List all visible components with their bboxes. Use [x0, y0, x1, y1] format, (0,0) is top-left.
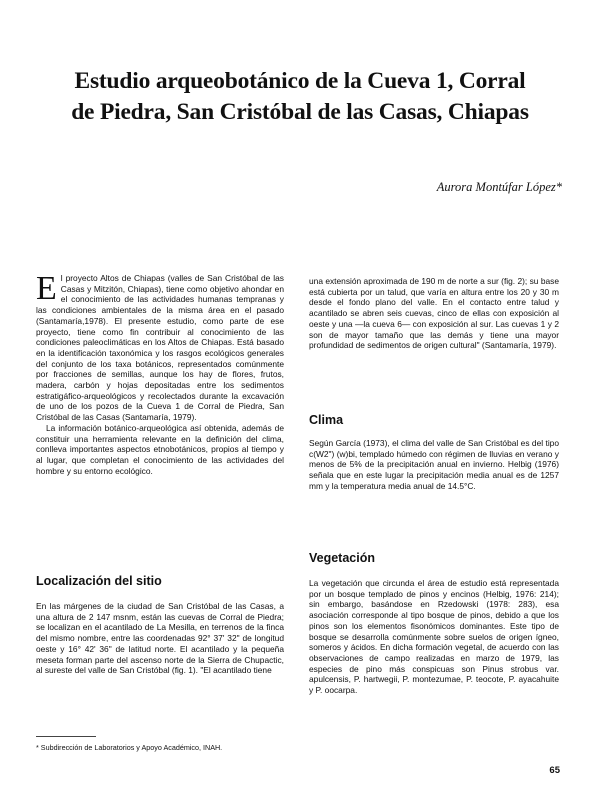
localizacion-paragraph: En las márgenes de la ciudad de San Cristóbal de las Casas, a una altura de 2 147 msnm, están las cuevas de Corral de Piedra; se localizan en el acantilado de La Mesilla, en terrenos de la finca del mismo nombre, entre las coordenadas 92° 37' 32" de longitud oeste y 16° 42' 36" de latitud norte. El acantilado y la pequeña meseta forman parte del ascenso norte de la Sierra de Chupactic, al sureste del valle de San Cristóbal (fig. 1). "El acantilado tiene — [36, 601, 284, 676]
continued-paragraph: una extensión aproximada de 190 m de norte a sur (fig. 2); su base está cubierta por un talud, que varía en altura entre los 20 y 30 m desde el fondo plano del valle. En el contacto entre talud y acantilado se abren seis cuevas, cinco de ellas con exposición al oeste y una —la cueva 6— con exposición al sur. Las cuevas 1 y 2 son de mayor tamaño que las demás y tiene una mayor profundidad de sedimentos de origen cultural" (Santamaría, 1979). — [309, 276, 559, 351]
title-line-2: de Piedra, San Cristóbal de las Casas, Chiapas — [71, 99, 529, 125]
vegetacion-paragraph: La vegetación que circunda el área de estudio está representada por un bosque templado de pinos y encinos (Helbig, 1976: 214); sin embargo, basándose en Rzedowski (1978: 283), esa asociación corresponde al tipo bosque de pinos, debido a que los pinos son los elementos fisonómicos dominantes. Este tipo de bosque se desarrolla comúnmente sobre suelos de origen ígneo, someros y ácidos. En dicha formación vegetal, de acuerdo con las observaciones de campo realizadas en marzo de 1979, las especies de pino más conspicuas son Pinus strobus var. apulcensis, P. hartwegii, P. montezumae, P. teocote, P. ayacahuite y P. oocarpa. — [309, 578, 559, 696]
drop-cap: E — [36, 270, 57, 307]
page-number: 65 — [549, 765, 560, 776]
localizacion-heading: Localización del sitio — [36, 574, 162, 588]
localizacion-section — [36, 574, 284, 588]
vegetacion-heading: Vegetación — [309, 551, 375, 565]
intro-paragraph-2: La información botánico-arqueológica así obtenida, además de constituir una herramienta relevante en la definición del clima, conlleva importantes aspectos etnobotánicos, propios al tiempo y al lugar, que completan el conocimiento de las actividades del hombre y su entorno ecológico. — [36, 422, 284, 476]
article-title — [30, 66, 570, 128]
clima-section — [309, 413, 559, 427]
localizacion-body — [36, 601, 284, 676]
footnote-rule — [36, 736, 96, 737]
clima-heading: Clima — [309, 413, 344, 427]
clima-body — [309, 438, 559, 492]
title-line-1: Estudio arqueobotánico de la Cueva 1, Corral — [74, 68, 526, 94]
vegetacion-body — [309, 578, 559, 696]
intro-section — [36, 270, 284, 476]
author-name: Aurora Montúfar López* — [436, 180, 562, 194]
intro-paragraph-1: l proyecto Altos de Chiapas (valles de San Cristóbal de las Casas y Mitzitón, Chiapas), tiene como objetivo ahondar en el conocimiento de las actividades humanas tempranas y las condiciones ambientales de la misma área en el pasado (Santamaría,1978). El presente estudio, como parte de ese proyecto, tiene como fin contribuir al conocimiento de las condiciones paleoclimáticas en los Altos de Chiapas. Está basado en la identificación taxonómica y los rasgos ecológicos generales del conjunto de los taxa botánicos, representados comúnmente por fracciones de semillas, aunque los hay de flores, frutos, madera, carbón y hojas depositadas entre los sedimentos estratigáfico-arqueológicos y recolectados durante la excavación de uno de los pozos de la Cueva 1 de Corral de Piedra, San Cristóbal de las Casas (Santamaría, 1979). — [36, 273, 284, 423]
vegetacion-section — [309, 551, 559, 565]
clima-paragraph: Según García (1973), el clima del valle de San Cristóbal es del tipo c(W2") (w)bi, templado húmedo con régimen de lluvias en verano y menos de 5% de la precipitación anual en invierno. Helbig (1976) señala que en este lugar la precipitación media anual es de 1257 mm y la temperatura media anual de 14.5°C. — [309, 438, 559, 491]
right-column-continuation — [309, 276, 559, 351]
footnote: * Subdirección de Laboratorios y Apoyo Académico, INAH. — [36, 743, 223, 752]
